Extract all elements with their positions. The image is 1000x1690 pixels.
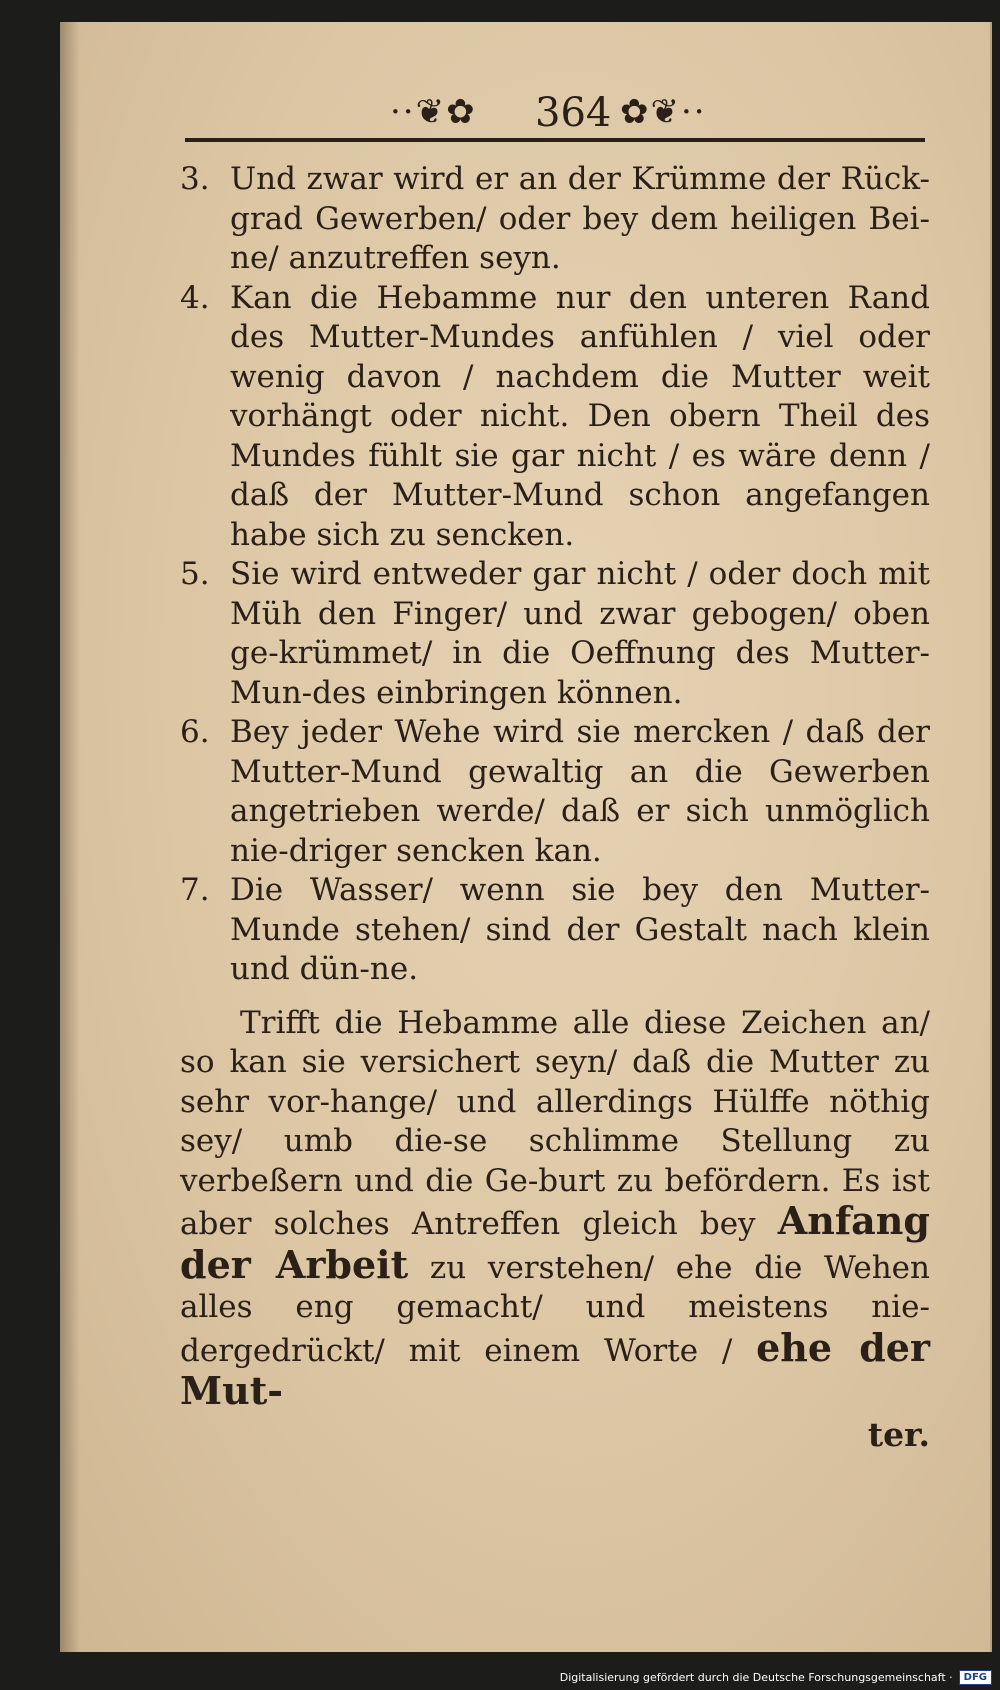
list-item-text: Bey jeder Wehe wird sie mercken / daß der Mutter-Mund gewaltig an die Gewerben angetrieben werde/ daß er sich unmöglich nie-driger sencken kan.	[230, 714, 930, 869]
list-item	[180, 871, 930, 990]
ornament-right-icon: ✿❦··	[620, 92, 707, 132]
footer-credit: Digitalisierung gefördert durch die Deutsche Forschungsgemeinschaft ·	[559, 1670, 953, 1684]
page-header	[185, 88, 925, 148]
list-item-number: 3.	[180, 161, 210, 197]
list-item-number: 4.	[180, 279, 210, 316]
paragraph-text: Trifft die Hebamme alle diese Zeichen an/ so kan sie versichert seyn/ daß die Mutter zu sehr vor-hange/ und allerdings Hülffe nöthig sey/ umb die-se schlimme Stellung zu verbeßern und die Ge-burt zu befördern. Es ist aber solches Antreffen gleich bey	[180, 1004, 930, 1242]
list-item	[180, 279, 930, 556]
list-item-number: 7.	[180, 872, 210, 908]
paragraph-text: zu verstehen/ ehe die Wehen alles eng gemacht/ und meistens nie-dergedrückt/ mit einem Worte /	[180, 1249, 930, 1369]
list-item-text: Und zwar wird er an der Krümme der Rück-grad Gewerben/ oder bey dem heiligen Bei-ne/ anzutreffen seyn.	[230, 161, 930, 276]
list-item-text: Kan die Hebamme nur den unteren Rand des Mutter-Mundes anfühlen / viel oder wenig davon / nachdem die Mutter weit vorhängt oder nicht. Den obern Theil des Mundes fühlt sie gar nicht / es wäre denn / daß der Mutter-Mund schon angefangen habe sich zu sencken.	[230, 279, 930, 553]
list-item-text: Sie wird entweder gar nicht / oder doch mit Müh den Finger/ und zwar gebogen/ oben ge-krümmet/ in die Oeffnung des Mutter-Mun-des einbringen können.	[230, 556, 930, 711]
emphasized-phrase: ehe der Mut-	[180, 1324, 930, 1413]
header-rule	[185, 138, 925, 142]
emphasized-phrase: Anfang der Arbeit	[180, 1198, 930, 1287]
dfg-logo: DFG	[959, 1670, 992, 1685]
page-gutter-shadow	[60, 22, 80, 1652]
list-item-number: 6.	[180, 714, 210, 750]
ornament-left-icon: ··❦✿	[390, 92, 477, 132]
body-paragraph	[180, 1004, 930, 1415]
list-item	[180, 713, 930, 871]
list-item	[180, 160, 930, 279]
list-item-text: Die Wasser/ wenn sie bey den Mutter-Munde stehen/ sind der Gestalt nach klein und dün-ne.	[230, 872, 930, 987]
catchword: ter.	[867, 1414, 930, 1454]
page-text	[180, 160, 930, 1454]
list-item-number: 5.	[180, 556, 210, 592]
digitization-footer	[560, 1666, 992, 1688]
page-number: 364	[535, 90, 612, 136]
list-item	[180, 555, 930, 713]
